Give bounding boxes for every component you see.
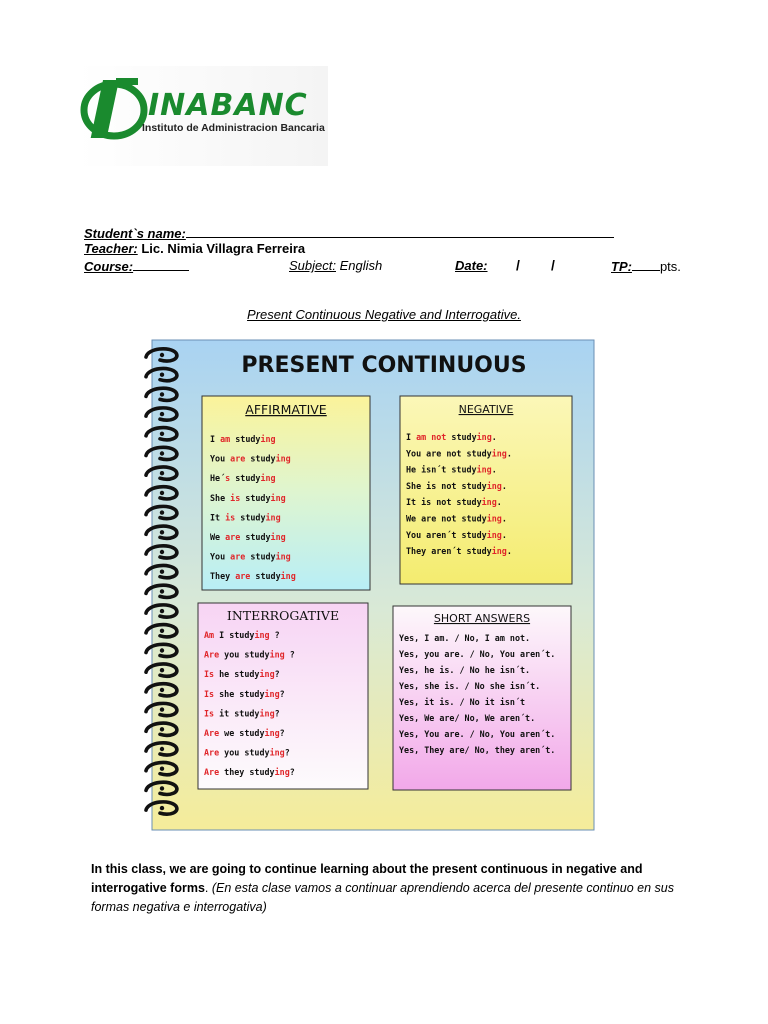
- highlight-text: Is: [204, 688, 215, 699]
- plain-text: You are not study: [406, 448, 492, 459]
- short-answer-line: Yes, We are/ No, We aren´t.: [399, 713, 536, 723]
- subject-field: [289, 258, 382, 273]
- interrogative-line: [204, 728, 285, 738]
- short-answer-line: Yes, you are. / No, You aren´t.: [399, 649, 556, 659]
- teacher-value: Lic. Nimia Villagra Ferreira: [141, 241, 306, 256]
- highlight-text: Are: [204, 747, 220, 758]
- affirmative-line: [210, 473, 276, 483]
- highlight-text: ing: [274, 767, 290, 778]
- plain-text: You aren´t study: [406, 529, 487, 540]
- plain-text: .: [491, 432, 497, 442]
- highlight-text: am: [220, 434, 231, 444]
- plain-text: We: [210, 532, 226, 542]
- highlight-text: ing: [259, 669, 275, 680]
- plain-text: I study: [214, 630, 255, 640]
- logo-subtitle: Instituto de Administracion Bancaria: [142, 122, 325, 134]
- highlight-text: ing: [275, 453, 291, 464]
- highlight-text: ing: [270, 492, 286, 503]
- plain-text: ?: [274, 669, 280, 680]
- affirmative-line: [210, 493, 286, 503]
- highlight-text: is: [225, 512, 236, 523]
- short-answer-line: Yes, it is. / No it isn´t: [399, 697, 526, 707]
- negative-line: [406, 465, 497, 475]
- teacher-field: [84, 241, 305, 256]
- interrogative-line: [204, 748, 290, 758]
- tp-suffix: pts.: [659, 259, 681, 274]
- highlight-text: ing: [476, 432, 492, 442]
- highlight-text: ing: [269, 649, 285, 660]
- highlight-text: am not: [416, 432, 447, 442]
- affirmative-line: [210, 532, 286, 542]
- tp-label: TP:: [611, 259, 632, 274]
- plain-text: study: [230, 434, 261, 444]
- highlight-text: ing: [259, 708, 275, 719]
- interrogative-line: [204, 650, 295, 660]
- plain-text: We are not study: [406, 513, 487, 524]
- highlight-text: is: [230, 492, 241, 503]
- date-field: [455, 258, 488, 273]
- plain-text: .: [501, 513, 507, 524]
- highlight-text: are: [225, 532, 241, 542]
- plain-text: it study: [214, 708, 260, 719]
- plain-text: ?: [274, 708, 280, 719]
- plain-text: She is not study: [406, 480, 487, 491]
- course-field: [84, 258, 189, 274]
- highlight-text: Is: [204, 669, 215, 680]
- negative-heading: NEGATIVE: [458, 403, 514, 416]
- negative-line: [406, 530, 507, 540]
- highlight-text: are: [230, 551, 246, 562]
- short-answer-line: Yes, she is. / No she isn´t.: [399, 681, 541, 691]
- plain-text: .: [496, 497, 502, 508]
- plain-text: She: [210, 492, 231, 503]
- plain-text: you study: [219, 747, 270, 758]
- highlight-text: ing: [486, 480, 502, 491]
- affirmative-line: [210, 454, 291, 464]
- present-continuous-poster: [140, 338, 596, 832]
- student-name-field: [84, 225, 614, 241]
- plain-text: He´: [210, 473, 226, 484]
- highlight-text: ing: [264, 688, 280, 699]
- interrogative-line: [204, 689, 285, 699]
- plain-text: .: [491, 464, 497, 475]
- highlight-text: ing: [260, 434, 276, 444]
- plain-text: .: [506, 448, 512, 459]
- plain-text: ?: [279, 728, 285, 738]
- plain-text: ?: [284, 649, 295, 660]
- student-name-line[interactable]: [186, 225, 614, 238]
- tp-line[interactable]: [632, 258, 660, 271]
- plain-text: It: [210, 512, 226, 523]
- poster-title: PRESENT CONTINUOUS: [241, 353, 527, 378]
- plain-text: study: [250, 571, 281, 582]
- plain-text: you study: [219, 649, 270, 660]
- negative-line: [406, 514, 507, 524]
- plain-text: they study: [219, 767, 275, 778]
- plain-text: You: [210, 453, 231, 464]
- highlight-text: Are: [204, 767, 220, 778]
- highlight-text: ing: [269, 747, 285, 758]
- negative-line: [406, 546, 512, 556]
- plain-text: ?: [279, 688, 285, 699]
- student-name-label: Student`s name:: [84, 226, 186, 241]
- plain-text: They aren´t study: [406, 546, 492, 557]
- highlight-text: ing: [491, 448, 507, 459]
- affirmative-heading: AFFIRMATIVE: [245, 402, 327, 417]
- plain-text: .: [501, 529, 507, 540]
- plain-text: study: [230, 473, 261, 484]
- highlight-text: ing: [275, 551, 291, 562]
- affirmative-line: [210, 552, 291, 562]
- short-answers-heading: SHORT ANSWERS: [433, 612, 531, 625]
- plain-text: he study: [214, 669, 260, 680]
- affirmative-line: [210, 571, 296, 581]
- negative-line: [406, 432, 497, 442]
- highlight-text: ing: [270, 532, 286, 542]
- document-title: Present Continuous Negative and Interrogative.: [247, 307, 521, 322]
- highlight-text: ing: [254, 630, 270, 640]
- negative-line: [406, 448, 512, 458]
- highlight-text: are: [230, 453, 246, 464]
- plain-text: study: [245, 551, 276, 562]
- course-line[interactable]: [133, 258, 189, 271]
- intro-period: .: [204, 881, 209, 895]
- plain-text: study: [235, 512, 266, 523]
- intro-bold-text: In this class, we are going to continue learning about the present continuous in negative and interrogative forms: [91, 862, 643, 895]
- teacher-label: Teacher:: [84, 241, 138, 256]
- highlight-text: Am: [204, 630, 215, 640]
- affirmative-line: [210, 434, 276, 444]
- interrogative-heading: INTERROGATIVE: [226, 608, 340, 623]
- short-answer-line: Yes, You are. / No, You aren´t.: [399, 729, 556, 739]
- date-separator-2: /: [551, 257, 555, 273]
- plain-text: You: [210, 551, 231, 562]
- highlight-text: ing: [265, 512, 281, 523]
- interrogative-line: [204, 669, 280, 679]
- highlight-text: ing: [486, 529, 502, 540]
- highlight-text: ing: [260, 473, 276, 484]
- negative-line: [406, 481, 507, 491]
- plain-text: .: [501, 480, 507, 491]
- negative-line: [406, 497, 502, 507]
- plain-text: study: [245, 453, 276, 464]
- plain-text: ?: [284, 747, 290, 758]
- highlight-text: Are: [204, 728, 220, 738]
- plain-text: we study: [219, 728, 265, 738]
- plain-text: .: [506, 546, 512, 557]
- interrogative-line: [204, 708, 280, 718]
- tp-field: [611, 258, 681, 274]
- plain-text: study: [446, 432, 477, 442]
- short-answer-line: Yes, he is. / No he isn´t.: [399, 665, 531, 675]
- highlight-text: s: [225, 473, 231, 484]
- plain-text: I: [210, 434, 221, 444]
- highlight-text: ing: [264, 728, 280, 738]
- plain-text: They: [210, 571, 236, 582]
- plain-text: study: [240, 492, 271, 503]
- short-answer-line: Yes, I am. / No, I am not.: [399, 633, 531, 643]
- highlight-text: ing: [491, 546, 507, 557]
- interrogative-line: [204, 767, 295, 777]
- short-answer-line: Yes, They are/ No, they aren´t.: [399, 745, 556, 755]
- plain-text: It is not study: [406, 497, 482, 508]
- date-separator-1: /: [516, 257, 520, 273]
- highlight-text: ing: [280, 571, 296, 582]
- highlight-text: Is: [204, 708, 215, 719]
- plain-text: ?: [289, 767, 295, 778]
- intro-paragraph: [91, 860, 711, 917]
- interrogative-line: [204, 630, 280, 640]
- highlight-text: ing: [486, 513, 502, 524]
- highlight-text: ing: [476, 464, 492, 475]
- affirmative-line: [210, 512, 281, 522]
- plain-text: study: [240, 532, 271, 542]
- course-label: Course:: [84, 259, 134, 274]
- highlight-text: are: [235, 571, 251, 582]
- plain-text: she study: [214, 688, 265, 699]
- subject-label: Subject:: [289, 258, 336, 273]
- highlight-text: Are: [204, 649, 220, 660]
- intro-italic-text: (En esta clase vamos a continuar aprendiendo acerca del presente continuo en sus formas negativa e interrogativa): [91, 881, 674, 914]
- plain-text: I: [406, 432, 417, 442]
- plain-text: He isn´t study: [406, 464, 477, 475]
- highlight-text: ing: [481, 497, 497, 508]
- date-label: Date:: [455, 258, 488, 273]
- plain-text: ?: [269, 630, 280, 640]
- subject-value: English: [339, 258, 383, 273]
- poster-graphic: [140, 338, 596, 832]
- logo-name: INABANC: [148, 88, 308, 123]
